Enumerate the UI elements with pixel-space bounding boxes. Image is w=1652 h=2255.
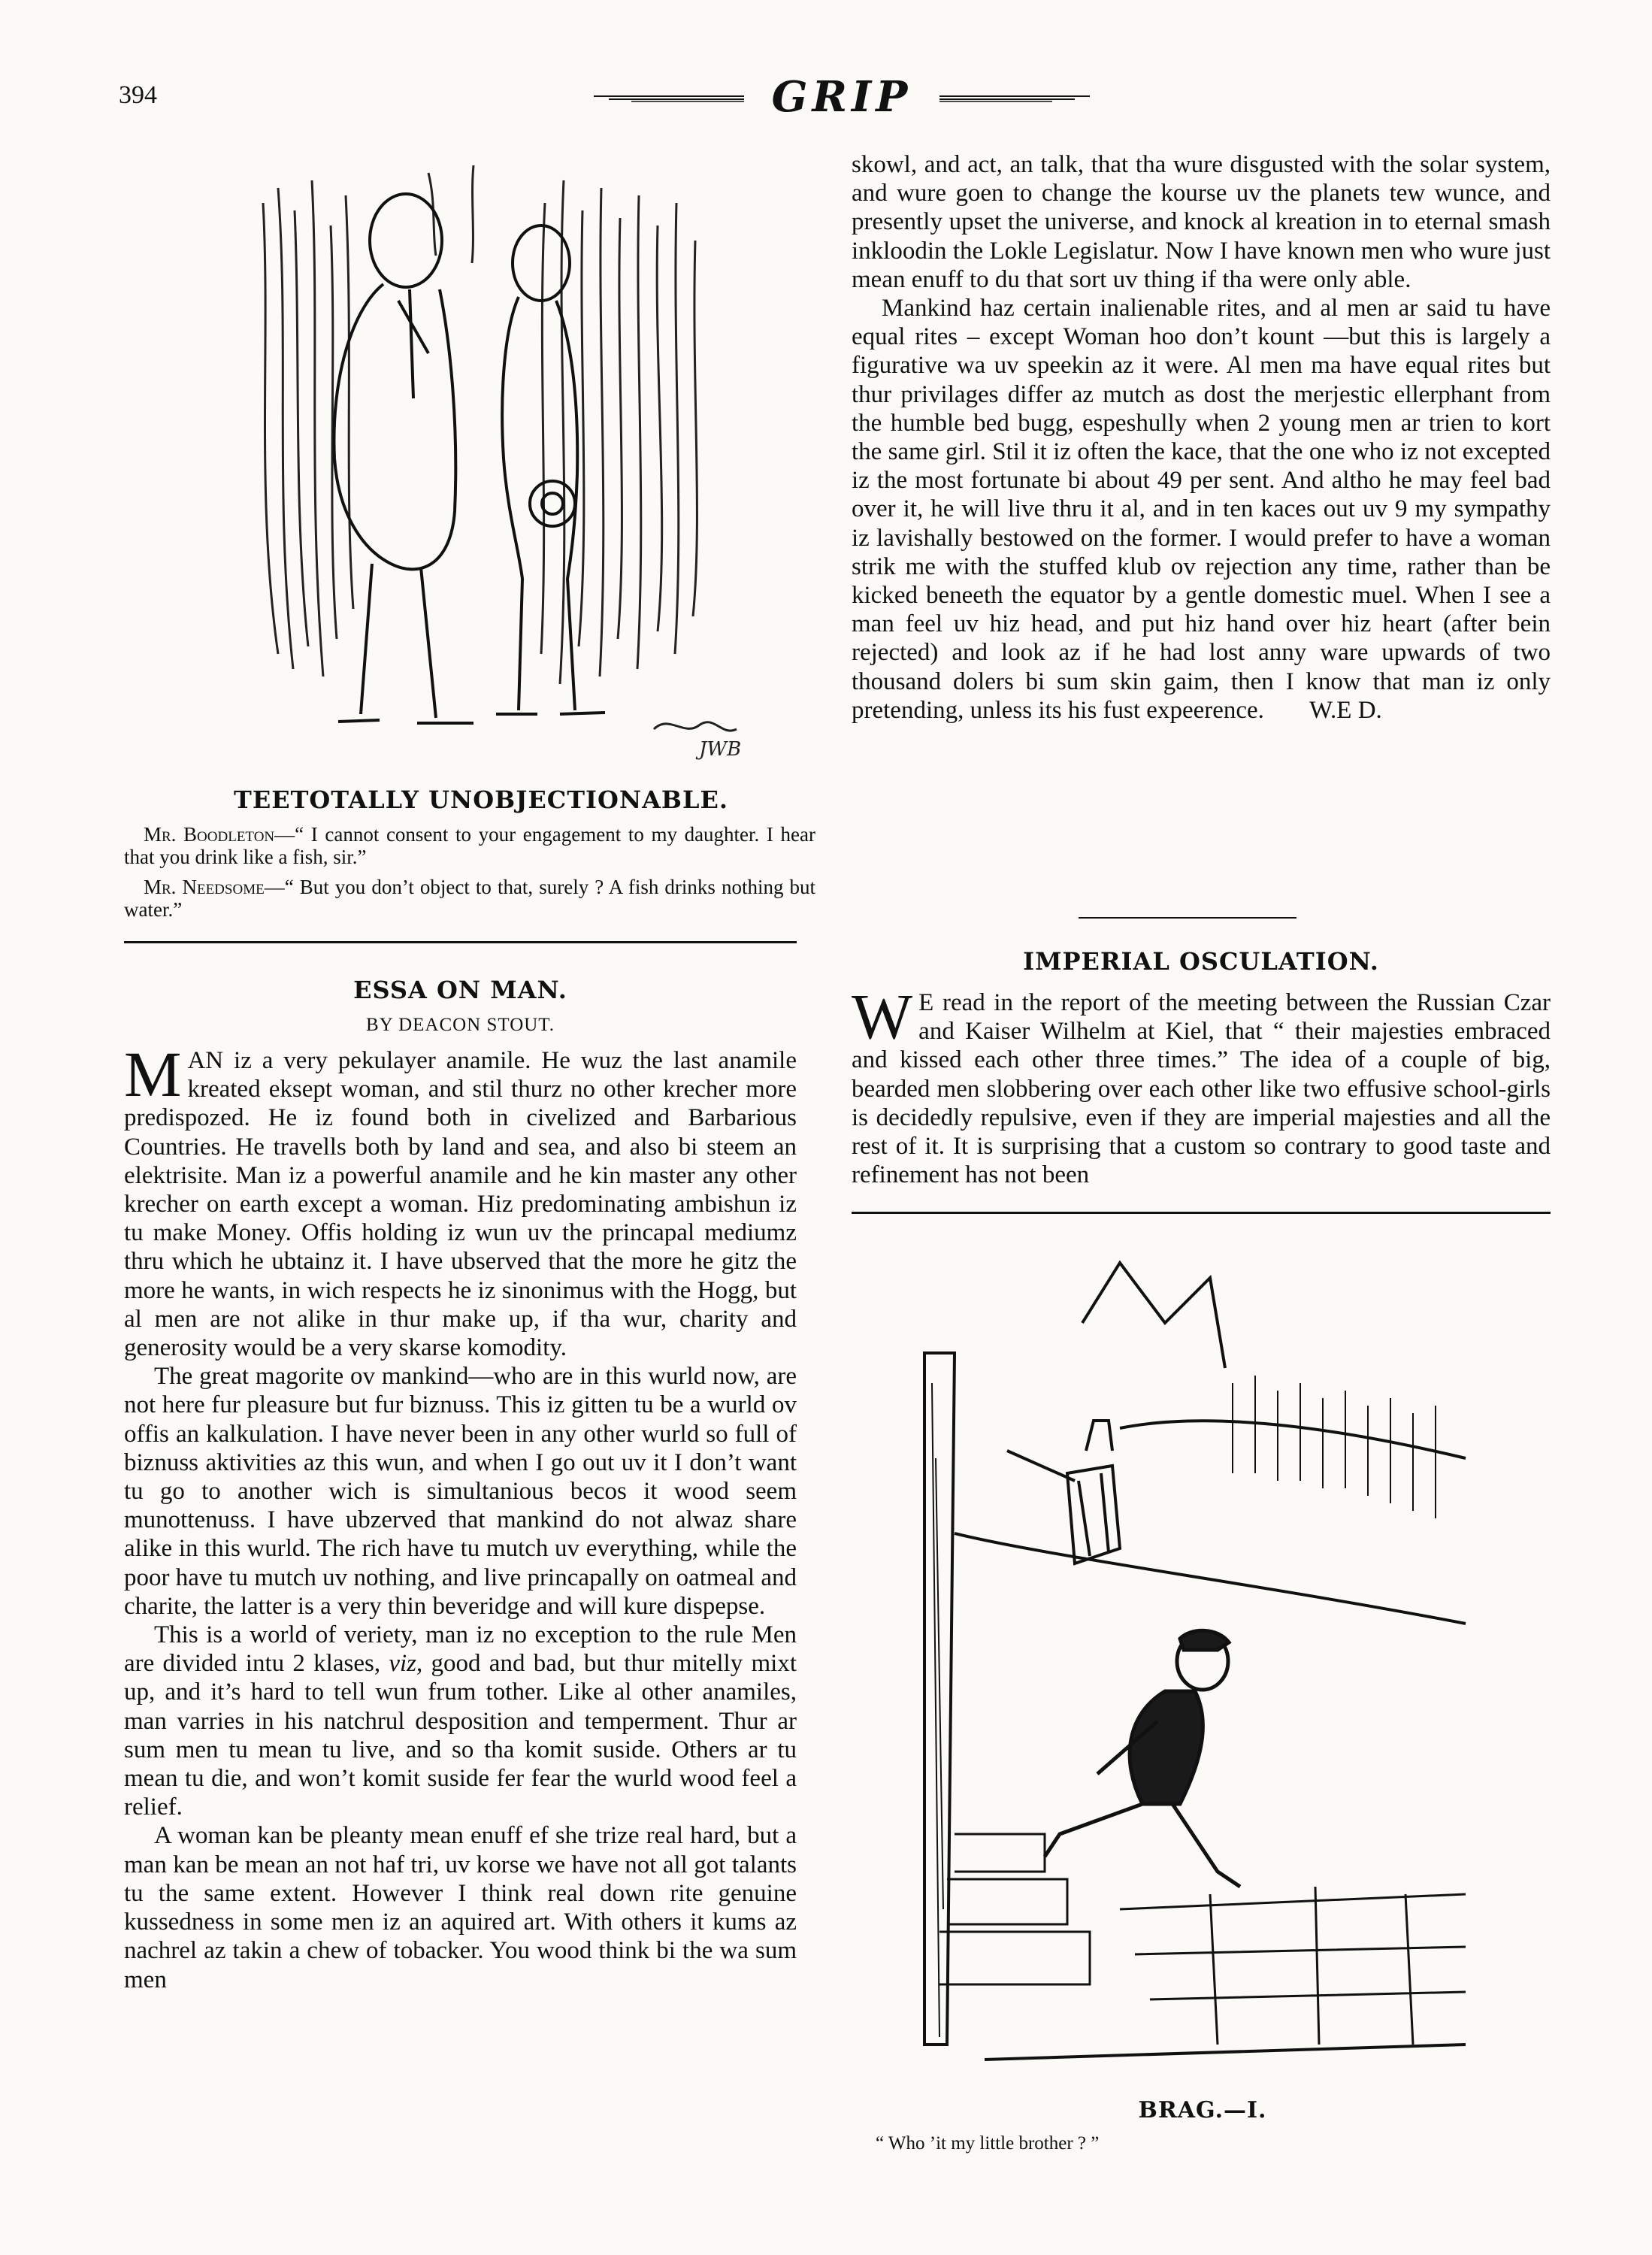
imperial-text: E read in the report of the meeting between the Russian Czar and Kaiser Wilhelm at Kiel, that “ their majesties embraced and kissed each other three times.” The idea of a couple of big, bearded men slobbering over each other like two effusive school-girls is decidedly repulsive, even if they are imperial majesties and all the rest of it. It is surprising that a custom so contrary to good taste and refinement has not been (852, 989, 1551, 1189)
divider-right-bottom (852, 1212, 1551, 1214)
caption-line-1: —“ I cannot consent to your engagement to my daughter. I hear that you drink like a fish, sir.” (124, 823, 815, 868)
essay-continuation (852, 150, 1551, 725)
essay-cont-paragraph-1: skowl, and act, an talk, that tha wure disgusted with the solar system, and wure goen to change the kourse uv the planets tew wunce, and presently upset the universe, and knock al kreation in to eternal smash inkloodin the Lokle Legislatur. Now I have known men who wure just mean enuff to du that sort uv thing if tha were only able. (852, 151, 1551, 293)
cartoon-teetotally-illustration (248, 158, 759, 767)
signature-jwb (654, 722, 737, 731)
divider-right-short (1079, 917, 1296, 919)
caption-line-2: —“ But you don’t object to that, surely ? A fish drinks nothing but water.” (124, 876, 815, 921)
imperial-drop-cap: W (852, 980, 913, 1052)
figure-mr-needsome (496, 226, 605, 714)
essay-title: ESSA ON MAN. (353, 976, 567, 1004)
essay-paragraph-4: A woman kan be pleanty mean enuff ef she trize real hard, but a man kan be mean an not haf tri, uv korse we have not all got talants tu the same extent. However I think real down rite genuine kussedness in some men iz an aquired art. With others it kums az nachrel az takin a chew of tobacker. You wood think bi the wa sum men (124, 1822, 797, 1993)
figure-mr-boodleton (334, 194, 474, 723)
hatched-background (263, 165, 697, 684)
imperial-title: IMPERIAL OSCULATION. (1023, 947, 1379, 976)
buildings (924, 1263, 1466, 2060)
masthead (594, 72, 1090, 122)
essay-signature: W.E D. (1309, 696, 1382, 724)
essay-drop-cap: M (124, 1038, 182, 1110)
running-boy (1045, 1630, 1240, 1887)
cartoon-top-title: TEETOTALLY UNOBJECTIONABLE. (234, 785, 728, 814)
essay-byline: BY DEACON STOUT. (366, 1015, 555, 1035)
essay-body (124, 1038, 797, 1994)
cartoon-top-caption (124, 823, 815, 928)
speaker-needsome: Mr. Needsome (144, 876, 265, 898)
street-lamp (1007, 1421, 1120, 1563)
essay-paragraph-3a: This is a world of veriety, man iz no exception to the rule Men are divided intu 2 klases, (124, 1621, 797, 1678)
masthead-title: GRIP (771, 72, 912, 122)
cartoon-brag-illustration (894, 1233, 1518, 2082)
stone-steps (939, 1834, 1466, 2045)
imperial-body (852, 980, 1551, 1189)
masthead-rule-right (939, 95, 1090, 102)
divider-left-top (124, 941, 797, 943)
cartoon-bottom-title: BRAG.—I. (1138, 2097, 1267, 2123)
essay-paragraph-3b: , good and bad, but thur mitelly mixt up, and it’s hard to tell wun frum tother. Like al other anamiles, man varries in his natchrul desposition and temperment. Thur ar sum men tu mean tu live, and so tha komit suside. Others ar tu mean tu die, and won’t komit suside fer fear the wurld wood feel a relief. (124, 1650, 797, 1821)
speaker-boodleton: Mr. Boodleton (144, 823, 275, 846)
cartoon-bottom-caption: “ Who ’it my little brother ? ” (876, 2133, 1100, 2154)
cartoon-signature: JWB (699, 738, 742, 761)
essay-viz: viz (389, 1650, 417, 1678)
essay-paragraph-2: The great magorite ov mankind—who are in this wurld now, are not here fur pleasure but fur biznuss. This iz gitten tu be a wurld ov offis an kalkulation. I have never been in any other wurld so full of biznuss aktivities az this wun, and when I go out uv it I don’t want tu go to another wich is simultanious becos it wood seem munottenuss. I have ubzerved that mankind do not alwaz share alike in this wurld. The rich have tu mutch uv everything, while the poor have tu mutch uv nothing, and live princapally on oatmeal and charite, the latter is a very thin beveridge and will kure dispepse. (124, 1363, 797, 1620)
essay-paragraph-1: AN iz a very pekulayer anamile. He wuz the last anamile kreated eksept woman, and stil thurz no other krecher more predispozed. He iz found both in civelized and Barbarious Countries. He travells both by land and sea, and also bi steem an elektrisite. Man iz a powerful anamile and he kin master any other krecher on earth except a woman. Hiz predominating ambishun iz tu make Money. Offis holding iz wun uv the princapal mediumz thru which he ubtainz it. I have ubserved that the more he gitz the more he wants, in wich respects he iz sinonimus with the Hogg, but al men are not alike in thur make up, if tha wur, charity and generosity would be a very skarse komodity. (124, 1047, 797, 1362)
essay-cont-paragraph-2: Mankind haz certain inalienable rites, and al men ar said tu have equal rites – except Woman hoo don’t kount —but this is largely a figurative wa uv speekin az it were. Al men ma have equal rites but thur privilages differ az mutch as dost the merjestic ellerphant from the humble bed bugg, espeshully when 2 young men ar trien to kort the same girl. Stil it iz often the kace, that the one who iz not excepted iz the most fortunate bi about 49 per sent. And altho he may feel bad over it, he will live thru it al, and in ten kaces out uv 9 my sympathy iz lavishally bestowed on the former. I would prefer to have a woman strik me with the stuffed klub ov rejection any time, rather than be kicked beneeth the equator by a gentle domestic muel. When I see a man feel uv hiz head, and put hiz hand over hiz heart (after bein rejected) and look az if he had lost anny ware upwards of two thousand dolers bi sum skin gaim, then I know that man iz only pretending, unless its his fust expeerence. (852, 295, 1551, 724)
page-number: 394 (119, 81, 157, 109)
